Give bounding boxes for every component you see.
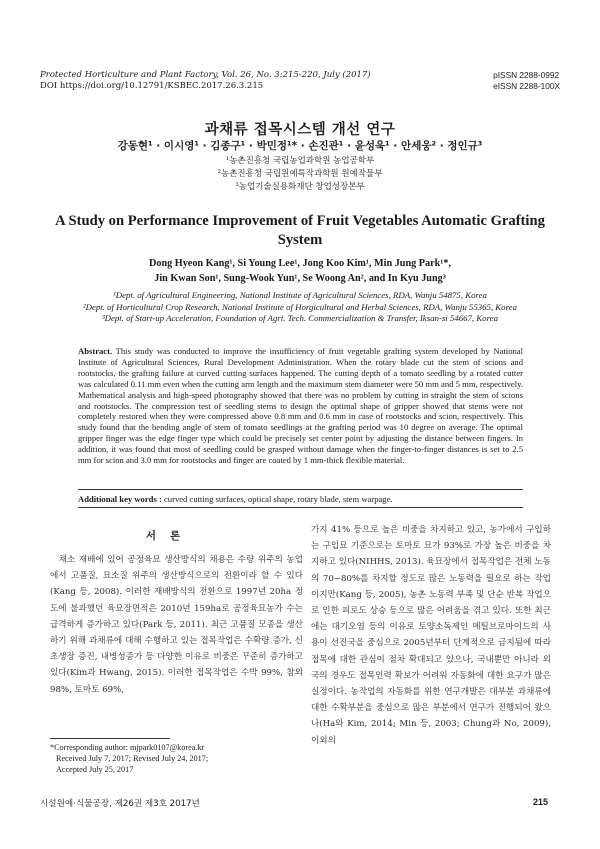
keywords-text: curved cutting surfaces, optical shape, rotary blade, stem warpage. <box>163 494 393 504</box>
abstract-label: Abstract. <box>78 346 113 356</box>
keywords <box>78 494 523 504</box>
korean-affiliation-1: ¹농촌진흥청 국립농업과학원 농업공학부 <box>225 156 375 166</box>
english-authors-line-1: Dong Hyeon Kang¹, Si Young Lee¹, Jong Koo Kim¹, Min Jung Park¹*, <box>149 258 451 269</box>
abstract-text: This study was conducted to improve the insufficiency of fruit vegetable grafting system developed by National Institute of Agricultural Sciences, Rural Development Administration. When the rotary blade cut the stem of scions and rootstocks, the grafting failure at curved cutting surfaces happened. The cutting depth of a tomato seedling by a rotated cutter was calculated 0.11 mm even when the cutting arm length and the maximum stem diameter were 50 mm and 5 mm, respectively. Mathematical analysis and high-speed photography showed that there was no problem by cutting in straight the stem of scions and rootstocks. The compression test of seedling stems to design the optimal shape of gripper showed that stems were not completely restored when they were compressed above 0.8 mm and 0.6 mm in case of rootstocks and scion, respectively. This study found that the bending angle of stem of tomato seedlings at the grafting period was 10 degree on average. The optimal gripper finger was the edge finger type which could be precisely set center point by adjusting the distance between fingers. In addition, it was found that most of seedling could be grasped without damage when the finger-to-finger distances is set to 2.5 mm for scion and 3.0 mm for rootstocks and finger are coated by 1 mm-thick flexible material. <box>78 346 523 466</box>
intro-paragraph-right: 가지 41% 등으로 높은 비중을 차지하고 있고, 농가에서 구입하는 구입묘 기준으로는 토마토 묘가 93%로 가장 높은 비중을 차지하고 있다(NIHHS, 2013). 육묘장에서 접목작업은 전체 노동의 70~80%를 차지할 정도로 많은 노동력을 필요로 하는 작업이지만(Kang 등, 2005), 농촌 노동력 부족 및 단순 반복 작업으로 인한 피로도 상승 등으로 많은 어려움을 겪고 있다. 또한 최근에는 대기오염 등의 이유로 토양소독제인 메틸브로마이드의 사용이 선진국을 중심으로 2005년부터 단계적으로 금지됨에 따라 접목에 대한 관심이 점차 확대되고 있으나, 국내뿐만 아니라 외국의 경우도 접목인력 확보가 어려워 자동화에 대한 요구가 많은 실정이다. 농작업의 자동화를 위한 연구개발은 대부분 과채류에 대한 수확부분을 중심으로 많은 부분에서 연구가 진행되어 왔으나(Ha와 Kim, 2014; Min 등, 2003; Chung과 No, 2009), 이외의 <box>311 525 551 746</box>
korean-affiliation-2: ²농촌진흥청 국립원예특작과학원 원예작물부 <box>217 169 383 179</box>
journal-citation: Protected Horticulture and Plant Factory, Vol. 26, No. 3:215-220, July (2017) <box>40 70 371 80</box>
accepted-date: Accepted July 25, 2017 <box>56 765 134 775</box>
english-authors-line-2: Jin Kwan Son¹, Sung-Wook Yun¹, Se Woong An², and In Kyu Jung³ <box>154 273 446 284</box>
pissn: pISSN 2288-0992 <box>493 70 560 80</box>
keywords-top-rule <box>78 489 523 490</box>
english-affiliation-1: ¹Dept. of Agricultural Engineering, National Institute of Agricultural Sciences, RDA, Wanju 54875, Korea <box>113 290 487 300</box>
english-affiliations <box>40 290 560 325</box>
intro-paragraph-left: 채소 재배에 있어 공정육묘 생산방식의 채용은 수량 위주의 농업에서 고품질, 묘소질 위주의 생산방식으로의 전환이라 할 수 있다(Kang 등, 2008). 이러한 재배방식의 전환으로 1997년 20ha 정도에 불과했던 육묘장면적은 2010년 159ha로 공정육묘농가 수는 급격하게 증가하고 있다(Park 등, 2011). 최근 고품질 모종을 생산하기 위해 과채류에 대해 수행하고 있는 접목작업은 수확량 증가, 신초생장 증진, 내병성증가 등 다양한 이유로 비중은 꾸준히 증가하고 있다(Kim과 Hwang, 2015). 이러한 접목작업은 수박 99%, 참외 98%, 토마토 69%, <box>50 555 303 695</box>
received-dates: Received July 7, 2017; Revised July 24, 2017; <box>56 754 209 764</box>
doi-line[interactable]: DOI https://doi.org/10.12791/KSBEC.2017.26.3.215 <box>40 81 264 91</box>
body-column-right <box>311 522 551 749</box>
english-affiliation-2: ²Dept. of Horticultural Crop Research, National Institute of Horgicultural and Herbal Sciences, RDA, Wanju 55365, Korea <box>83 301 517 312</box>
korean-authors: 강동현¹ · 이시영¹ · 김종구¹ · 박민정¹* · 손진관¹ · 윤성욱¹ · 안세웅² · 정인규³ <box>117 140 483 152</box>
body-column-left <box>50 552 303 698</box>
keywords-label: Additional key words : <box>78 494 162 504</box>
footnote <box>50 742 303 776</box>
section-heading-introduction: 서론 <box>145 530 195 542</box>
english-title: A Study on Performance Improvement of Fruit Vegetables Automatic Grafting System <box>55 213 545 248</box>
eissn: eISSN 2288-100X <box>493 81 560 91</box>
keywords-bottom-rule <box>78 507 523 508</box>
korean-title: 과채류 접목시스템 개선 연구 <box>204 122 396 138</box>
journal-header <box>40 70 371 92</box>
corresponding-author: *Corresponding author: mjpark0107@korea.kr <box>50 743 205 752</box>
korean-affiliation-3: ³농업기술실용화재단 창업성장본부 <box>235 182 365 192</box>
page-number: 215 <box>532 797 548 807</box>
issn-block <box>493 70 560 92</box>
english-authors <box>40 256 560 286</box>
footer-journal: 시설원예·식물공장, 제26권 제3호 2017년 <box>40 799 200 809</box>
footnote-rule <box>50 738 170 739</box>
english-affiliation-3: ³Dept. of Start-up Acceleration, Foundation of Agri. Tech. Commercialization & Transfer, Iksan-si 54667, Korea <box>102 313 498 323</box>
abstract <box>78 346 523 466</box>
